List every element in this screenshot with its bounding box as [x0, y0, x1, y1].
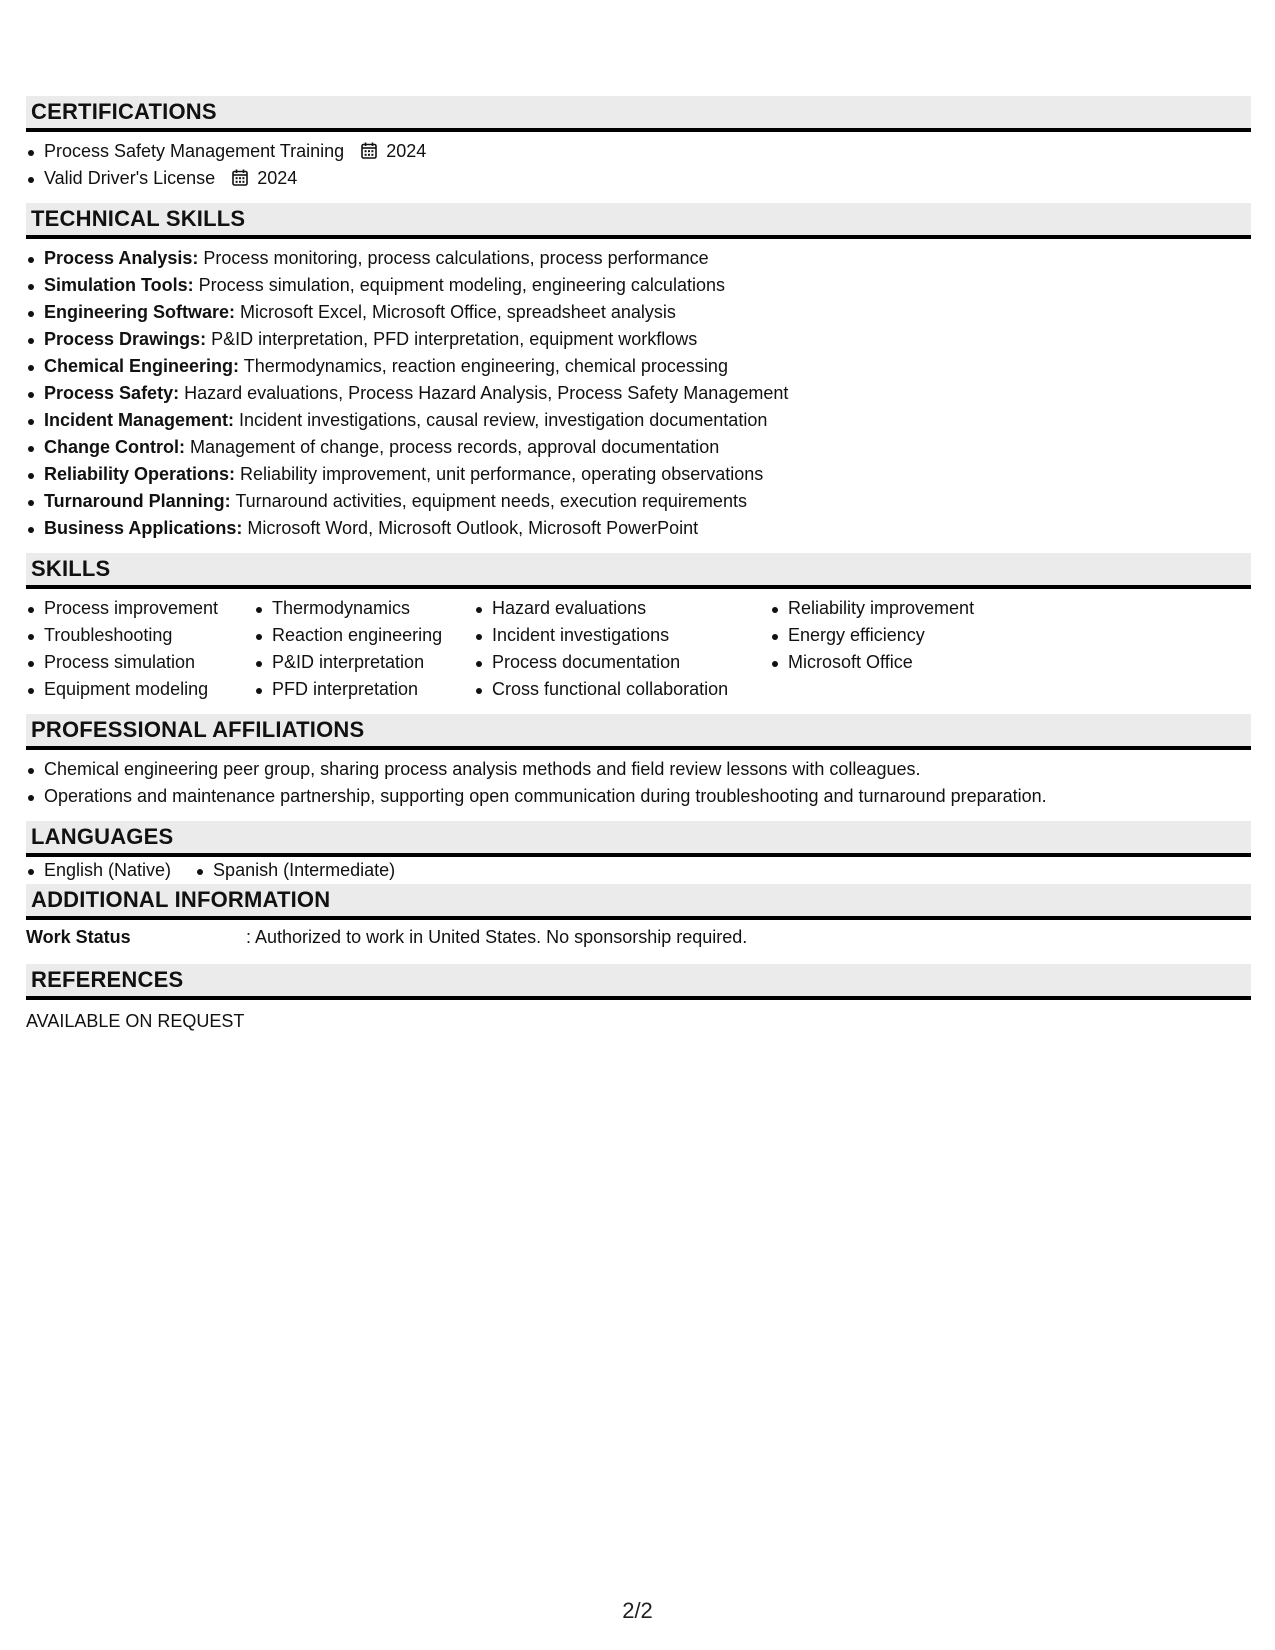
list-item: English (Native) [26, 857, 171, 884]
skill-category: Process Analysis: [44, 248, 199, 268]
section-title: CERTIFICATIONS [31, 99, 217, 124]
technical-skills-list [26, 245, 1251, 542]
list-item: Incident investigations [474, 622, 770, 649]
list-item [26, 407, 1251, 434]
skills-grid [26, 589, 1251, 714]
skill-detail: Microsoft Word, Microsoft Outlook, Microsoft PowerPoint [242, 518, 699, 538]
calendar-icon [361, 142, 377, 159]
list-item [26, 245, 1251, 272]
skills-column [770, 595, 1030, 703]
skill-detail: Hazard evaluations, Process Hazard Analysis, Process Safety Management [179, 383, 789, 403]
list-item: Spanish (Intermediate) [195, 857, 395, 884]
list-item [26, 488, 1251, 515]
list-item [26, 165, 1251, 192]
list-item [26, 461, 1251, 488]
list-item: Reliability improvement [770, 595, 1030, 622]
section-title: SKILLS [31, 556, 111, 581]
list-item [26, 326, 1251, 353]
section-header [26, 553, 1251, 589]
references-section [26, 964, 1251, 1035]
skill-detail: Incident investigations, causal review, investigation documentation [234, 410, 768, 430]
section-title: TECHNICAL SKILLS [31, 206, 246, 231]
work-status-row [26, 920, 1251, 964]
page-number: 2/2 [622, 1598, 653, 1623]
affiliations-list [26, 756, 1251, 810]
languages-list [26, 857, 1251, 884]
list-item [26, 434, 1251, 461]
list-item: Energy efficiency [770, 622, 1030, 649]
certification-year: 2024 [257, 168, 298, 188]
languages-section [26, 821, 1251, 884]
references-text: AVAILABLE ON REQUEST [26, 1011, 245, 1031]
skill-detail: Thermodynamics, reaction engineering, chemical processing [239, 356, 728, 376]
list-item: P&ID interpretation [254, 649, 474, 676]
list-item: Process simulation [26, 649, 254, 676]
list-item [26, 380, 1251, 407]
section-header [26, 964, 1251, 1000]
list-item: Microsoft Office [770, 649, 1030, 676]
section-header [26, 96, 1251, 132]
section-header [26, 821, 1251, 857]
section-title: REFERENCES [31, 967, 184, 992]
certification-name: Process Safety Management Training [44, 141, 345, 161]
section-title: PROFESSIONAL AFFILIATIONS [31, 717, 365, 742]
calendar-icon [232, 169, 248, 186]
skill-category: Turnaround Planning: [44, 491, 231, 511]
work-status-value: : Authorized to work in United States. No sponsorship required. [246, 927, 748, 947]
skill-category: Business Applications: [44, 518, 243, 538]
skills-column [474, 595, 770, 703]
list-item: Process improvement [26, 595, 254, 622]
list-item [26, 299, 1251, 326]
skill-category: Process Drawings: [44, 329, 207, 349]
skill-detail: P&ID interpretation, PFD interpretation, equipment workflows [206, 329, 698, 349]
skills-section [26, 553, 1251, 714]
list-item: Chemical engineering peer group, sharing process analysis methods and field review lessons with colleagues. [26, 756, 1251, 783]
section-header [26, 203, 1251, 239]
list-item: Troubleshooting [26, 622, 254, 649]
section-header [26, 714, 1251, 750]
certifications-list [26, 138, 1251, 192]
list-item: Cross functional collaboration [474, 676, 770, 703]
list-item: Hazard evaluations [474, 595, 770, 622]
skills-column [254, 595, 474, 703]
additional-info-section [26, 884, 1251, 964]
skill-detail: Turnaround activities, equipment needs, execution requirements [230, 491, 747, 511]
section-title: LANGUAGES [31, 824, 174, 849]
skill-detail: Reliability improvement, unit performance, operating observations [235, 464, 764, 484]
certifications-section [26, 96, 1251, 203]
skill-category: Reliability Operations: [44, 464, 236, 484]
certification-name: Valid Driver's License [44, 168, 216, 188]
section-title: ADDITIONAL INFORMATION [31, 887, 331, 912]
skill-category: Process Safety: [44, 383, 180, 403]
skill-category: Chemical Engineering: [44, 356, 240, 376]
affiliations-section [26, 714, 1251, 821]
list-item: Reaction engineering [254, 622, 474, 649]
work-status-label: Work Status [26, 927, 131, 947]
list-item [26, 353, 1251, 380]
list-item: PFD interpretation [254, 676, 474, 703]
list-item: Equipment modeling [26, 676, 254, 703]
section-header [26, 884, 1251, 920]
skill-category: Change Control: [44, 437, 185, 457]
skill-detail: Microsoft Excel, Microsoft Office, spreadsheet analysis [235, 302, 676, 322]
list-item: Process documentation [474, 649, 770, 676]
technical-skills-section [26, 203, 1251, 553]
skill-category: Engineering Software: [44, 302, 236, 322]
skills-column [26, 595, 254, 703]
certification-year: 2024 [386, 141, 427, 161]
skill-category: Incident Management: [44, 410, 235, 430]
resume-page [26, 96, 1251, 1035]
skill-detail: Process monitoring, process calculations, process performance [198, 248, 709, 268]
list-item: Thermodynamics [254, 595, 474, 622]
skill-detail: Management of change, process records, approval documentation [185, 437, 720, 457]
list-item: Operations and maintenance partnership, supporting open communication during troubleshooting and turnaround preparation. [26, 783, 1251, 810]
list-item [26, 515, 1251, 542]
list-item [26, 272, 1251, 299]
list-item [26, 138, 1251, 165]
skill-detail: Process simulation, equipment modeling, engineering calculations [193, 275, 725, 295]
skill-category: Simulation Tools: [44, 275, 194, 295]
